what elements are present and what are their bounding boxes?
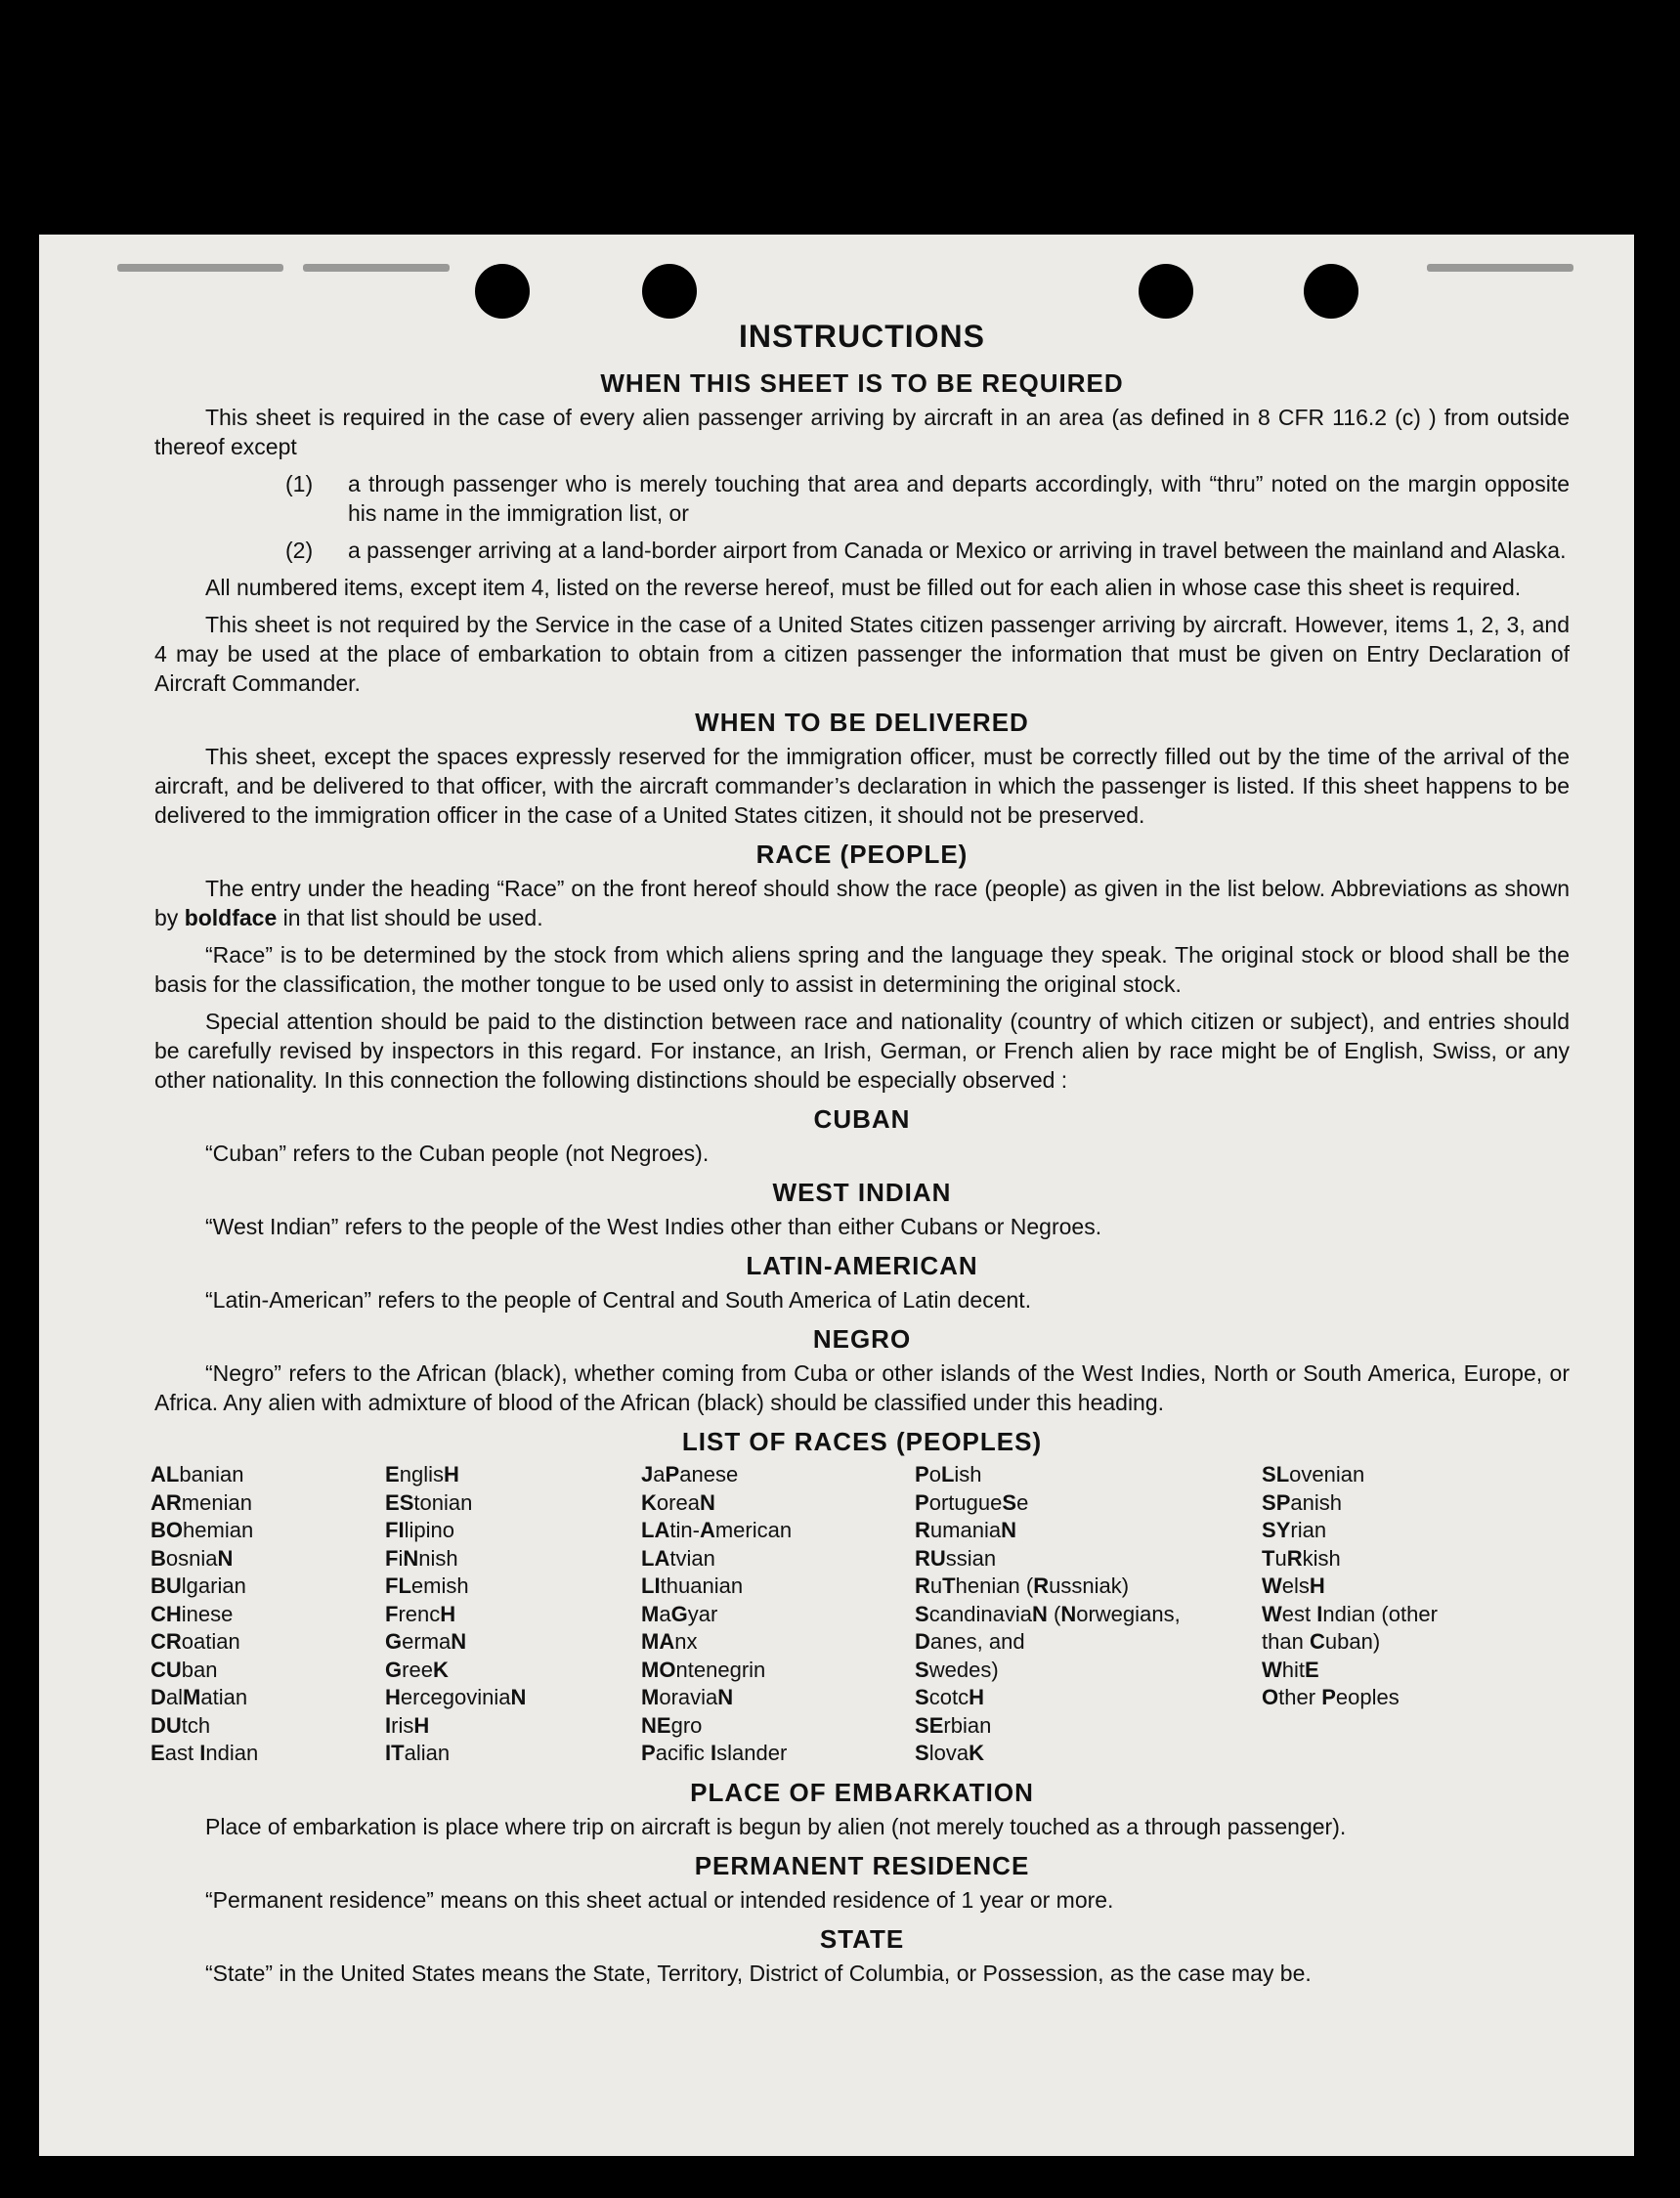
race-entry: LIthuanian xyxy=(641,1573,744,1598)
item-number: (2) xyxy=(285,538,314,563)
text: in that list should be used. xyxy=(282,905,543,930)
race-entry: ScandinaviaN (Norwegians, xyxy=(915,1601,1181,1626)
race-entry: than Cuban) xyxy=(1262,1629,1381,1654)
paragraph: “Permanent residence” means on this sheet actual or intended residence of 1 year or more. xyxy=(205,1886,1114,1913)
race-entry: DUtch xyxy=(151,1712,211,1738)
section-heading: CUBAN xyxy=(813,1104,911,1134)
section-heading: LIST OF RACES (PEOPLES) xyxy=(681,1427,1043,1456)
paragraph: “Race” is to be determined by the stock from which aliens spring and the language they speak. The original stock or blood shall be the basis for the classification, the mother tongue to be used only to assist in determining the original stock. xyxy=(154,942,1570,997)
race-entry: SYrian xyxy=(1262,1518,1327,1542)
bleed-through-text xyxy=(117,264,283,272)
race-column xyxy=(915,1461,1262,1768)
race-entry: FrencH xyxy=(385,1601,456,1626)
paragraph: This sheet, except the spaces expressly reserved for the immigration officer, must be correctly filled out by the time of the arrival of the aircraft, and be delivered to that officer, with the aircraft commander’s declaration in which the passenger is listed. If this sheet happens to be delivered to the immigration officer in the case of a United States citizen, it should not be preserved. xyxy=(154,744,1570,828)
document-sheet xyxy=(39,235,1634,2156)
race-entry: PoLish xyxy=(915,1462,982,1487)
race-entry: MOntenegrin xyxy=(641,1657,766,1682)
race-entry: Pacific Islander xyxy=(641,1741,788,1765)
text: The entry under the heading “Race” on the front hereof should show the race (people) as given in the list below. Abbreviations as shown by xyxy=(154,876,1570,930)
race-entry: DalMatian xyxy=(151,1685,248,1709)
section-heading: PERMANENT RESIDENCE xyxy=(694,1850,1030,1880)
race-entry: JaPanese xyxy=(641,1462,739,1487)
race-entry: ALbanian xyxy=(151,1462,244,1487)
section-heading: STATE xyxy=(819,1923,905,1954)
race-entry: GermaN xyxy=(385,1629,467,1654)
race-entry: KoreaN xyxy=(641,1489,715,1515)
paragraph: “Negro” refers to the African (black), whether coming from Cuba or other islands of the West Indies, North or South America, Europe, or Africa. Any alien with admixture of blood of the African (black) should be classified under this heading. xyxy=(154,1360,1570,1415)
race-entry: Danes, and xyxy=(915,1629,1025,1654)
item-text: a passenger arriving at a land-border airport from Canada or Mexico or arriving in travel between the mainland and Alaska. xyxy=(348,538,1567,563)
race-entry: FLemish xyxy=(385,1573,469,1598)
paragraph: “Cuban” refers to the Cuban people (not Negroes). xyxy=(205,1141,710,1166)
race-entry: MAnx xyxy=(641,1629,698,1654)
race-entry: RUssian xyxy=(915,1545,997,1571)
race-entry: MaGyar xyxy=(641,1601,718,1626)
list-item xyxy=(285,536,1570,565)
race-entry: CUban xyxy=(151,1657,218,1682)
instructions-content xyxy=(151,319,1570,1996)
race-entry: Other Peoples xyxy=(1262,1685,1400,1709)
race-entry: SlovaK xyxy=(915,1741,984,1765)
paragraph: “Latin-American” refers to the people of Central and South America of Latin decent. xyxy=(205,1287,1032,1313)
race-column xyxy=(641,1461,915,1768)
race-entry: FIlipino xyxy=(385,1518,454,1542)
race-column xyxy=(151,1461,385,1768)
punch-hole xyxy=(1304,264,1358,319)
race-entry: SErbian xyxy=(915,1712,992,1738)
item-number: (1) xyxy=(285,471,314,496)
paragraph xyxy=(154,874,1570,932)
race-entry: ARmenian xyxy=(151,1489,252,1515)
item-text: a through passenger who is merely touching that area and departs accordingly, with “thru” noted on the margin opposite his name in the immigration list, or xyxy=(348,471,1570,526)
section-heading: RACE (PEOPLE) xyxy=(755,840,969,869)
section-heading: PLACE OF EMBARKATION xyxy=(690,1777,1034,1807)
race-entry: SPanish xyxy=(1262,1489,1343,1515)
paragraph: Place of embarkation is place where trip on aircraft is begun by alien (not merely touched as a through passenger). xyxy=(205,1813,1347,1839)
race-entry: FiNnish xyxy=(385,1545,458,1571)
race-entry: CHinese xyxy=(151,1601,234,1626)
boldface-word: boldface xyxy=(184,905,278,930)
race-entry: IrisH xyxy=(385,1712,430,1738)
race-entry: East Indian xyxy=(151,1741,259,1765)
race-entry: CRoatian xyxy=(151,1629,240,1654)
race-entry: MoraviaN xyxy=(641,1685,734,1709)
paragraph: This sheet is required in the case of every alien passenger arriving by aircraft in an area (as defined in 8 CFR 116.2 (c) ) from outside thereof except xyxy=(154,405,1570,459)
section-heading: NEGRO xyxy=(812,1324,912,1354)
bleed-through-text xyxy=(1427,264,1573,272)
section-heading: WHEN THIS SHEET IS TO BE REQUIRED xyxy=(600,368,1124,398)
list-item xyxy=(285,469,1570,528)
race-entry: HercegoviniaN xyxy=(385,1685,527,1709)
section-heading: LATIN-AMERICAN xyxy=(746,1251,978,1280)
race-entry: EnglisH xyxy=(385,1462,459,1487)
race-list xyxy=(151,1461,1570,1768)
race-entry: LAtvian xyxy=(641,1545,715,1571)
punch-hole xyxy=(475,264,530,319)
race-entry: West Indian (other xyxy=(1262,1601,1438,1626)
race-entry: ScotcH xyxy=(915,1685,984,1709)
punch-hole xyxy=(1139,264,1193,319)
race-entry: WhitE xyxy=(1262,1657,1319,1682)
race-entry: Swedes) xyxy=(915,1657,999,1682)
bleed-through-text xyxy=(303,264,450,272)
race-entry: WelsH xyxy=(1262,1573,1325,1598)
race-entry: LAtin-American xyxy=(641,1518,793,1542)
paragraph: “West Indian” refers to the people of the West Indies other than either Cubans or Negroes. xyxy=(205,1214,1102,1239)
paragraph: “State” in the United States means the State, Territory, District of Columbia, or Possession, as the case may be. xyxy=(205,1960,1312,1986)
race-entry: NEgro xyxy=(641,1712,703,1738)
race-entry: BUlgarian xyxy=(151,1573,246,1598)
race-entry: RuThenian (Russniak) xyxy=(915,1573,1130,1598)
race-column xyxy=(385,1461,641,1768)
race-entry: PortugueSe xyxy=(915,1489,1029,1515)
paragraph: This sheet is not required by the Service in the case of a United States citizen passenger arriving by aircraft. However, items 1, 2, 3, and 4 may be used at the place of embarkation to obtain from a citizen passenger the information that must be given on Entry Declaration of Aircraft Commander. xyxy=(154,612,1570,696)
race-entry: SLovenian xyxy=(1262,1462,1365,1487)
paragraph: Special attention should be paid to the distinction between race and nationality (country of which citizen or subject), and entries should be carefully revised by inspectors in this regard. For instance, an Irish, German, or French alien by race might be of English, Swiss, or any other nationality. In this connection the following distinctions should be especially observed : xyxy=(154,1009,1570,1093)
race-entry: EStonian xyxy=(385,1489,473,1515)
race-entry: GreeK xyxy=(385,1657,449,1682)
race-entry: RumaniaN xyxy=(915,1518,1016,1542)
race-column xyxy=(1262,1461,1516,1768)
race-entry: BOhemian xyxy=(151,1518,254,1542)
race-entry: ITalian xyxy=(385,1741,451,1765)
punch-hole xyxy=(642,264,697,319)
paragraph: All numbered items, except item 4, listed on the reverse hereof, must be filled out for each alien in whose case this sheet is required. xyxy=(205,575,1522,600)
page-title: INSTRUCTIONS xyxy=(739,319,985,354)
race-entry: BosniaN xyxy=(151,1545,234,1571)
section-heading: WHEN TO BE DELIVERED xyxy=(695,708,1029,737)
section-heading: WEST INDIAN xyxy=(772,1178,952,1207)
race-entry: TuRkish xyxy=(1262,1545,1341,1571)
